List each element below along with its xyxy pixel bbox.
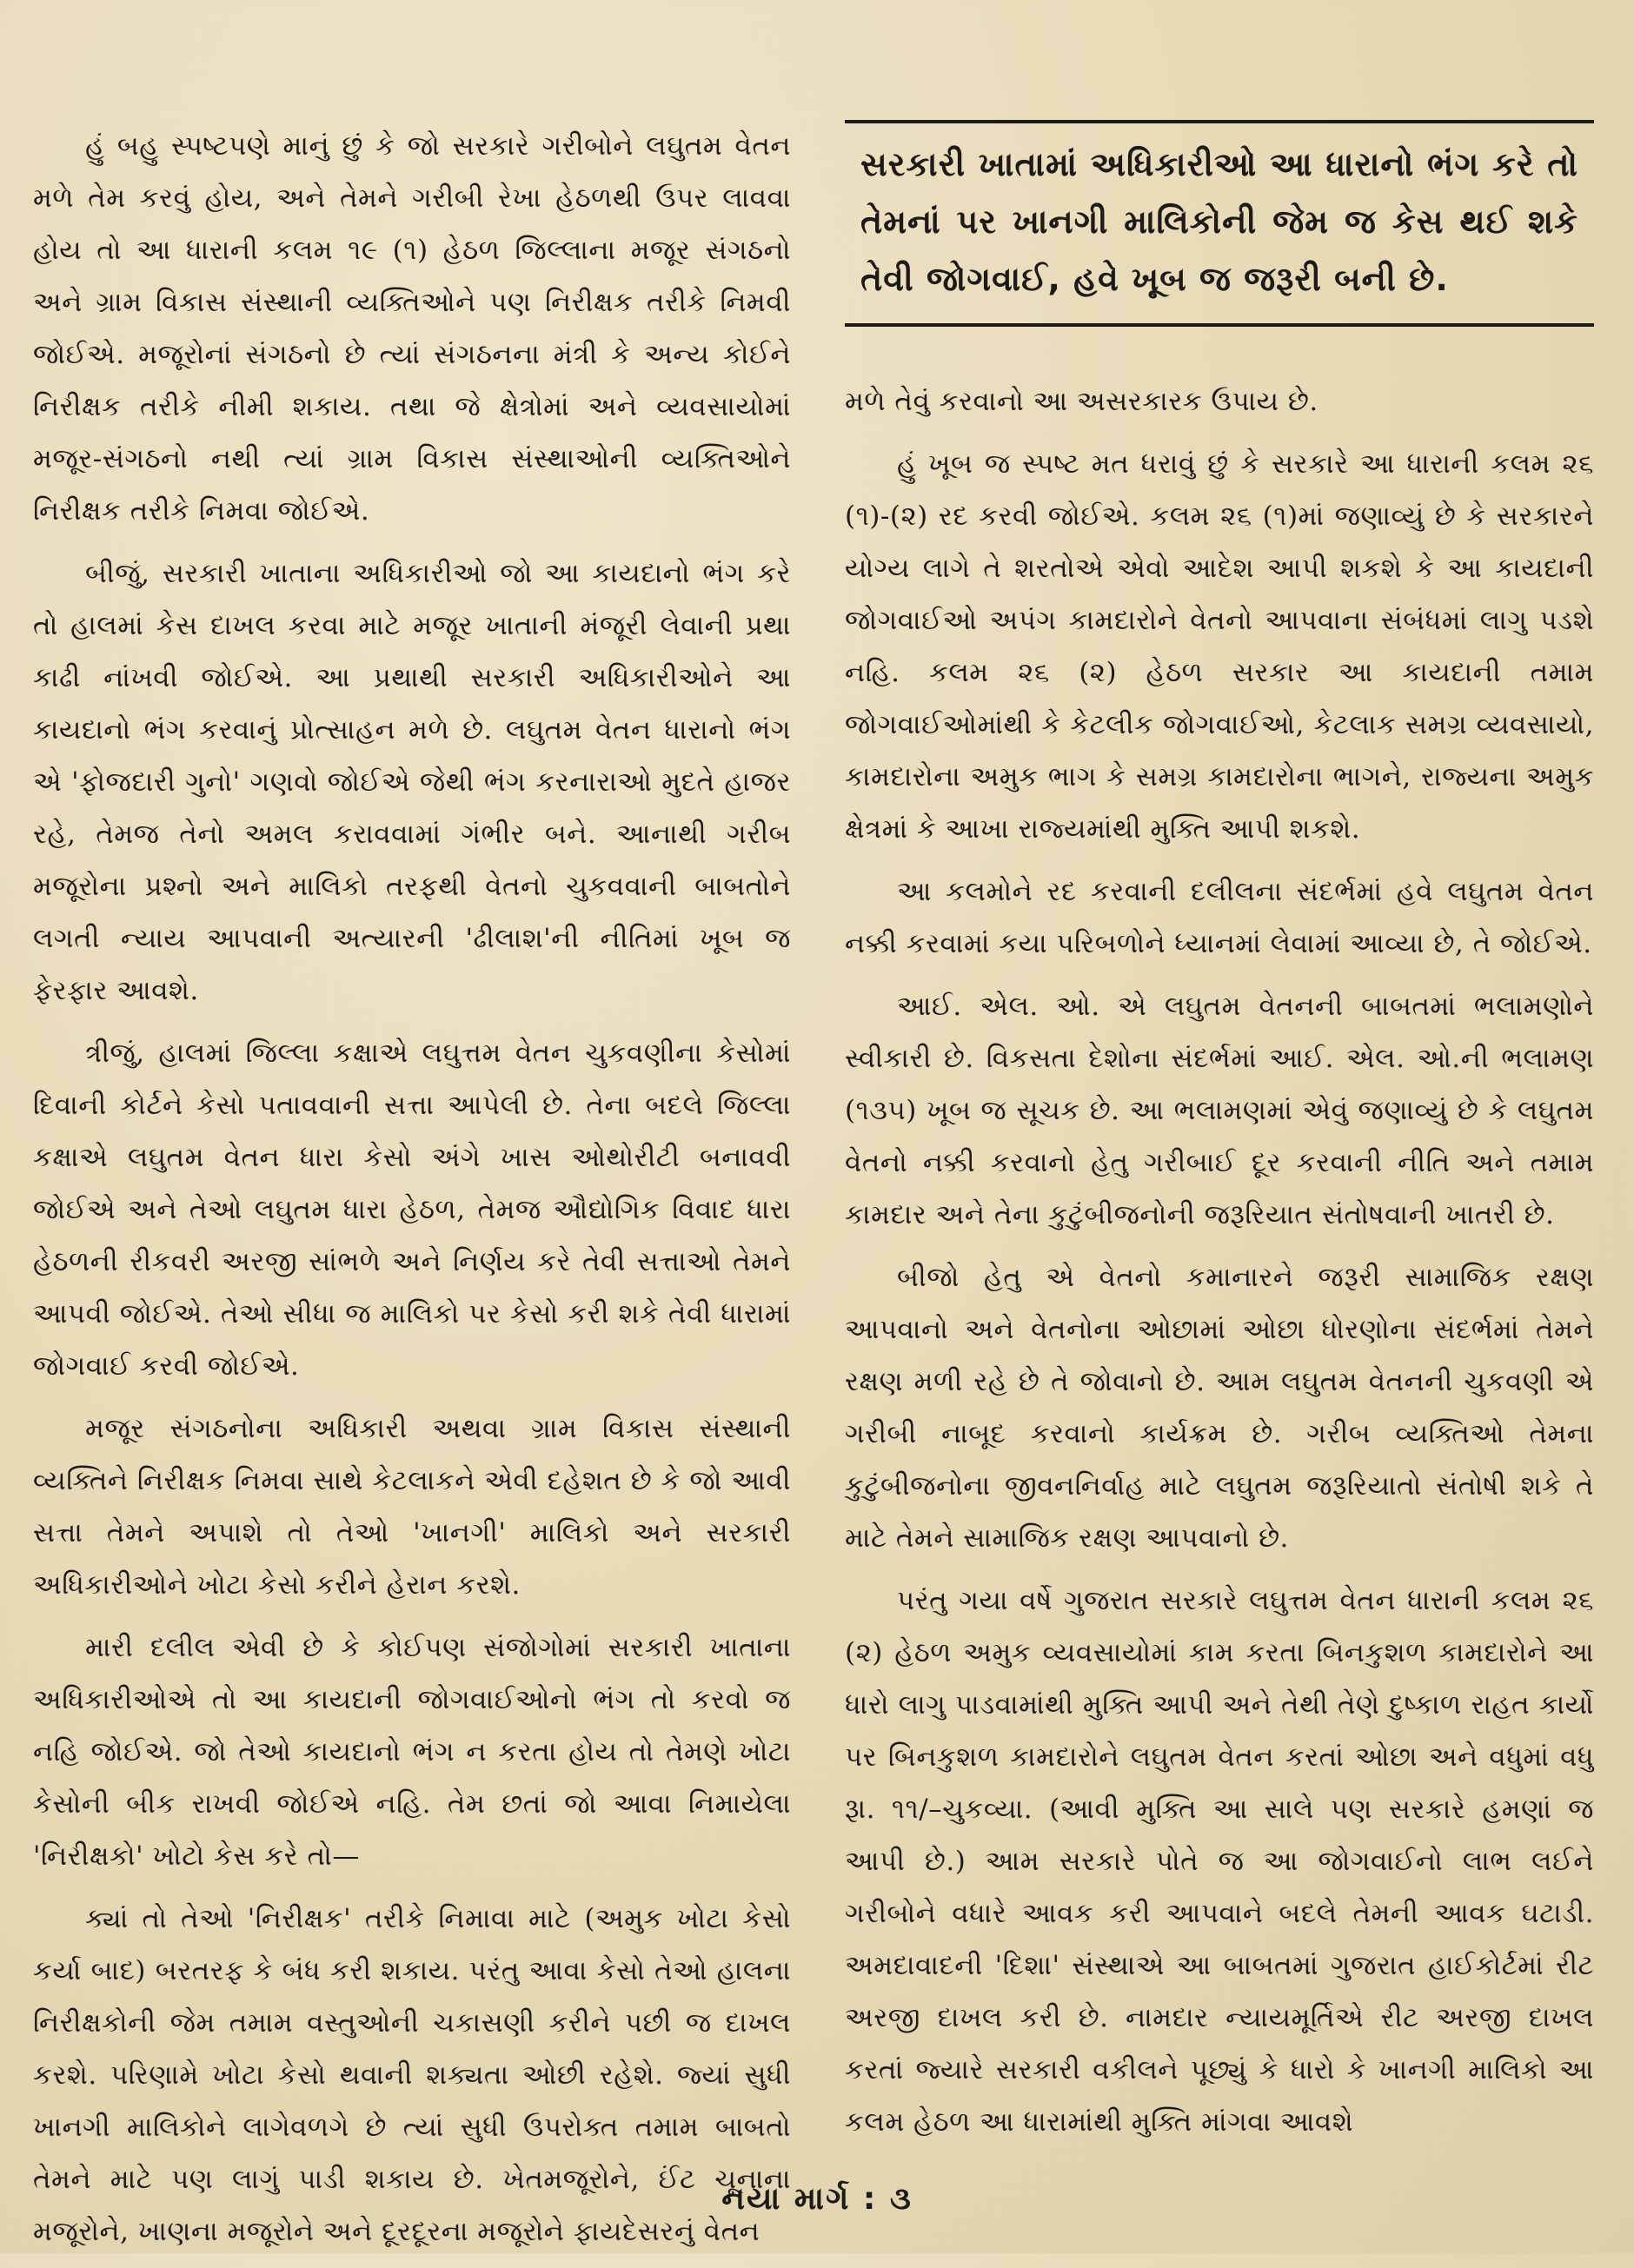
- left-paragraph-5: મારી દલીલ એવી છે કે કોઈપણ સંજોગોમાં સરકારી ખાતાના અધિકારીઓએ તો આ કાયદાની જોગવાઈઓનો ભંગ તો કરવો જ નહિ જોઈએ. જો તેઓ કાયદાનો ભંગ ન કરતા હોય તો તેમણે ખોટા કેસોની બીક રાખવી જોઈએ નહિ. તેમ છતાં જો આવા નિમાયેલા 'નિરીક્ષકો' ખોટો કેસ કરે તો—: [33, 1632, 791, 1872]
- right-paragraph-6: પરંતુ ગયા વર્ષે ગુજરાત સરકારે લઘુત્તમ વેતન ધારાની કલમ ૨૬ (૨) હેઠળ અમુક વ્યવસાયોમાં કામ કરતા બિનકુશળ કામદારોને આ ધારો લાગુ પાડવામાંથી મુક્તિ આપી અને તેથી તેણે દુષ્કાળ રાહત કાર્યો પર બિનકુશળ કામદારોને લઘુતમ વેતન કરતાં ઓછા અને વધુમાં વધુ રૂા. ૧૧/–ચુકવ્યા. (આવી મુક્તિ આ સાલે પણ સરકારે હમણાં જ આપી છે.) આમ સરકારે પોતે જ આ જોગવાઈનો લાભ લઈને ગરીબોને વધારે આવક કરી આપવાને બદલે તેમની આવક ઘટાડી. અમદાવાદની 'દિશા' સંસ્થાએ આ બાબતમાં ગુજરાત હાઈકોર્ટમાં રીટ અરજી દાખલ કરી છે. નામદાર ન્યાયમૂર્તિએ રીટ અરજી દાખલ કરતાં જ્યારે સરકારી વકીલને પૂછ્યું કે ધારો કે ખાનગી માલિકો આ કલમ હેઠળ આ ધારામાંથી મુક્તિ માંગવા આવશે: [845, 1585, 1594, 2138]
- left-paragraph-6: ક્યાં તો તેઓ 'નિરીક્ષક' તરીકે નિમાવા માટે (અમુક ખોટા કેસો કર્યા બાદ) બરતરફ કે બંધ કરી શકાય. પરંતુ આવા કેસો તેઓ હાલના નિરીક્ષકોની જેમ તમામ વસ્તુઓની ચકાસણી કરીને પછી જ દાખલ કરશે. પરિણામે ખોટા કેસો થવાની શક્યતા ઓછી રહેશે. જ્યાં સુધી ખાનગી માલિકોને લાગેવળગે છે ત્યાં સુધી ઉપરોક્ત તમામ બાબતો તેમને માટે પણ લાગું પાડી શકાય છે. ખેતમજૂરોને, ઈંટ ચૂનાના મજૂરોને, ખાણના મજૂરોને અને દૂરદૂરના મજૂરોને ફાયદેસરનું વેતન: [33, 1903, 791, 2247]
- left-paragraph-4: મજૂર સંગઠનોના અધિકારી અથવા ગ્રામ વિકાસ સંસ્થાની વ્યક્તિને નિરીક્ષક નિમવા સાથે કેટલાકને એવી દહેશત છે કે જો આવી સત્તા તેમને અપાશે તો તેઓ 'ખાનગી' માલિકો અને સરકારી અધિકારીઓને ખોટા કેસો કરીને હેરાન કરશે.: [33, 1413, 791, 1601]
- left-paragraph-2: બીજું, સરકારી ખાતાના અધિકારીઓ જો આ કાયદાનો ભંગ કરે તો હાલમાં કેસ દાખલ કરવા માટે મજૂર ખાતાની મંજૂરી લેવાની પ્રથા કાઢી નાંખવી જોઈએ. આ પ્રથાથી સરકારી અધિકારીઓને આ કાયદાનો ભંગ કરવાનું પ્રોત્સાહન મળે છે. લઘુતમ વેતન ધારાનો ભંગ એ 'ફોજદારી ગુનો' ગણવો જોઈએ જેથી ભંગ કરનારાઓ મુદતે હાજર રહે, તેમજ તેનો અમલ કરાવવામાં ગંભીર બને. આનાથી ગરીબ મજૂરોના પ્રશ્નો અને માલિકો તરફથી વેતનો ચુકવવાની બાબતોને લગતી ન્યાય આપવાની અત્યારની 'ઢીલાશ'ની નીતિમાં ખૂબ જ ફેરફાર આવશે.: [33, 558, 791, 1006]
- right-paragraph-1: મળે તેવું કરવાનો આ અસરકારક ઉપાય છે.: [845, 386, 1318, 417]
- left-paragraph-1: હું બહુ સ્પષ્ટપણે માનું છું કે જો સરકારે ગરીબોને લઘુતમ વેતન મળે તેમ કરવું હોય, અને તેમને ગરીબી રેખા હેઠળથી ઉપર લાવવા હોય તો આ ધારાની કલમ ૧૯ (૧) હેઠળ જિલ્લાના મજૂર સંગઠનો અને ગ્રામ વિકાસ સંસ્થાની વ્યક્તિઓને પણ નિરીક્ષક તરીકે નિમવી જોઈએ. મજૂરોનાં સંગઠનો છે ત્યાં સંગઠનના મંત્રી કે અન્ય કોઈને નિરીક્ષક તરીકે નીમી શકાય. તથા જે ક્ષેત્રોમાં અને વ્યવસાયોમાં મજૂર-સંગઠનો નથી ત્યાં ગ્રામ વિકાસ સંસ્થાઓની વ્યક્તિઓને નિરીક્ષક તરીકે નિમવા જોઈએ.: [33, 130, 791, 527]
- right-paragraph-4: આઈ. એલ. ઓ. એ લઘુતમ વેતનની બાબતમાં ભલામણોને સ્વીકારી છે. વિકસતા દેશોના સંદર્ભમાં આઈ. એલ. ઓ.ની ભલામણ (૧૩૫) ખૂબ જ સૂચક છે. આ ભલામણમાં એવું જણાવ્યું છે કે લઘુતમ વેતનો નક્કી કરવાનો હેતુ ગરીબાઈ દૂર કરવાની નીતિ અને તમામ કામદાર અને તેના કુટુંબીજનોની જરૂરિયાત સંતોષવાની ખાતરી છે.: [845, 991, 1594, 1230]
- left-column: [33, 120, 791, 2268]
- right-paragraph-3: આ કલમોને રદ કરવાની દલીલના સંદર્ભમાં હવે લઘુતમ વેતન નક્કી કરવામાં કયા પરિબળોને ધ્યાનમાં લેવામાં આવ્યા છે, તે જોઈએ.: [845, 876, 1594, 959]
- right-paragraph-2: હું ખૂબ જ સ્પષ્ટ મત ધરાવું છું કે સરકારે આ ધારાની કલમ ૨૬ (૧)-(૨) રદ કરવી જોઈએ. કલમ ૨૬ (૧)માં જણાવ્યું છે કે સરકારને યોગ્ય લાગે તે શરતોએ એવો આદેશ આપી શકશે કે આ કાયદાની જોગવાઈઓ અપંગ કામદારોને વેતનો આપવાના સંબંધમાં લાગુ પડશે નહિ. કલમ ૨૬ (૨) હેઠળ સરકાર આ કાયદાની તમામ જોગવાઈઓમાંથી કે કેટલીક જોગવાઈઓ, કેટલાક સમગ્ર વ્યવસાયો, કામદારોના અમુક ભાગ કે સમગ્ર કામદારોના ભાગને, રાજ્યના અમુક ક્ષેત્રમાં કે આખા રાજ્યમાંથી મુક્તિ આપી શકશે.: [845, 448, 1594, 845]
- right-column: [845, 375, 1594, 2159]
- pull-quote-box: [845, 120, 1594, 327]
- left-paragraph-3: ત્રીજું, હાલમાં જિલ્લા કક્ષાએ લઘુત્તમ વેતન ચુકવણીના કેસોમાં દિવાની કોર્ટને કેસો પતાવવાની સત્તા આપેલી છે. તેના બદલે જિલ્લા કક્ષાએ લઘુતમ વેતન ધારા કેસો અંગે ખાસ ઓથોરીટી બનાવવી જોઈએ અને તેઓ લઘુતમ ધારા હેઠળ, તેમજ ઔદ્યોગિક વિવાદ ધારા હેઠળની રીકવરી અરજી સાંભળે અને નિર્ણય કરે તેવી સત્તાઓ તેમને આપવી જોઈએ. તેઓ સીધા જ માલિકો પર કેસો કરી શકે તેવી ધારામાં જોગવાઈ કરવી જોઈએ.: [33, 1038, 791, 1382]
- pull-quote-text: સરકારી ખાતામાં અધિકારીઓ આ ધારાનો ભંગ કરે તો તેમનાં પર ખાનગી માલિકોની જેમ જ કેસ થઈ શકે તેવી જોગવાઈ, હવે ખૂબ જ જરૂરી બની છે.: [860, 145, 1578, 298]
- page-footer: નયા માર્ગ : ૩: [721, 2181, 913, 2217]
- right-paragraph-5: બીજો હેતુ એ વેતનો કમાનારને જરૂરી સામાજિક રક્ષણ આપવાનો અને વેતનોના ઓછામાં ઓછા ધોરણોના સંદર્ભમાં તેમને રક્ષણ મળી રહે છે તે જોવાનો છે. આમ લઘુતમ વેતનની ચુકવણી એ ગરીબી નાબૂદ કરવાનો કાર્યક્રમ છે. ગરીબ વ્યક્તિઓ તેમના કુટુંબીજનોના જીવનનિર્વાહ માટે લઘુતમ જરૂરિયાતો સંતોષી શકે તે માટે તેમને સામાજિક રક્ષણ આપવાનો છે.: [845, 1262, 1594, 1554]
